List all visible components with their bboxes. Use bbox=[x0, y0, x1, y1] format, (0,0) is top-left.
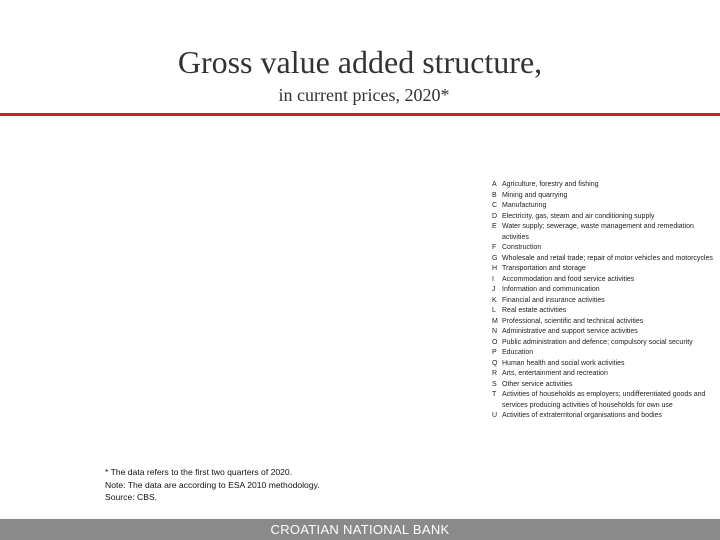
legend-item bbox=[492, 390, 718, 411]
legend-code: P bbox=[492, 349, 497, 356]
legend-code: H bbox=[492, 265, 498, 272]
legend-code: O bbox=[492, 338, 498, 346]
legend-label: Professional, scientific and technical activities bbox=[502, 317, 644, 325]
legend-code: K bbox=[492, 296, 497, 304]
legend-code: S bbox=[492, 380, 497, 388]
legend-item bbox=[492, 380, 718, 391]
legend-item bbox=[492, 317, 718, 328]
legend-label: Mining and quarrying bbox=[502, 191, 568, 199]
legend-code: C bbox=[492, 202, 498, 209]
legend-code: D bbox=[492, 212, 498, 220]
legend-label: Financial and insurance activities bbox=[502, 296, 605, 304]
legend-code: G bbox=[492, 254, 498, 262]
legend-code: F bbox=[492, 244, 497, 251]
legend-label: Real estate activities bbox=[502, 307, 567, 314]
legend-item bbox=[492, 212, 718, 223]
legend-item bbox=[492, 327, 718, 338]
legend-item bbox=[492, 359, 718, 370]
legend-item bbox=[492, 296, 718, 307]
legend-code: R bbox=[492, 370, 498, 377]
sector-legend bbox=[492, 180, 718, 422]
legend-code: Q bbox=[492, 359, 498, 367]
legend-label: Other service activities bbox=[502, 380, 573, 388]
legend-item bbox=[492, 254, 718, 265]
legend-label: Education bbox=[502, 349, 534, 356]
footnotes bbox=[105, 466, 505, 504]
legend-item bbox=[492, 191, 718, 202]
footer-brand: CROATIAN NATIONAL BANK bbox=[270, 522, 450, 537]
legend-item bbox=[492, 306, 718, 317]
legend-label: Construction bbox=[502, 244, 542, 251]
legend-code: I bbox=[492, 275, 494, 283]
legend-label: Manufacturing bbox=[502, 202, 547, 209]
page-subtitle: in current prices, 2020* bbox=[278, 85, 450, 105]
legend-item bbox=[492, 275, 718, 286]
legend-item bbox=[492, 180, 718, 191]
legend-label: Accommodation and food service activities bbox=[502, 275, 635, 283]
legend-label: Activities of households as employers; undifferentiated goods and services producing activities of households for own use bbox=[502, 391, 706, 409]
legend-label: Electricity, gas, steam and air conditioning supply bbox=[502, 212, 655, 220]
legend-label: Wholesale and retail trade; repair of motor vehicles and motorcycles bbox=[502, 254, 713, 262]
legend-code: E bbox=[492, 223, 497, 230]
legend-item bbox=[492, 338, 718, 349]
legend-label: Agriculture, forestry and fishing bbox=[502, 181, 599, 188]
legend-item bbox=[492, 285, 718, 296]
legend-code: L bbox=[492, 307, 496, 314]
legend-code: M bbox=[492, 317, 498, 325]
legend-label: Water supply; sewerage, waste management and remediation activities bbox=[502, 223, 694, 241]
legend-item bbox=[492, 369, 718, 380]
legend-label: Public administration and defence; compulsory social security bbox=[502, 338, 693, 346]
legend-code: T bbox=[492, 391, 497, 398]
legend-item bbox=[492, 348, 718, 359]
legend-label: Transportation and storage bbox=[502, 265, 586, 272]
legend-code: B bbox=[492, 191, 497, 199]
legend-item bbox=[492, 411, 718, 422]
legend-item bbox=[492, 264, 718, 275]
title-divider bbox=[0, 113, 720, 116]
footnote-data-period: * The data refers to the first two quarters of 2020. bbox=[105, 467, 293, 477]
legend-item bbox=[492, 222, 718, 243]
page-title: Gross value added structure, bbox=[177, 44, 543, 80]
footnote-methodology: Note: The data are according to ESA 2010 methodology. bbox=[105, 479, 320, 490]
legend-label: Arts, entertainment and recreation bbox=[502, 370, 608, 377]
legend-label: Information and communication bbox=[502, 286, 600, 293]
legend-label: Administrative and support service activities bbox=[502, 328, 638, 335]
legend-code: A bbox=[492, 181, 497, 188]
footer-bar bbox=[0, 519, 720, 540]
legend-code: N bbox=[492, 328, 498, 335]
legend-item bbox=[492, 243, 718, 254]
legend-label: Human health and social work activities bbox=[502, 359, 625, 367]
legend-label: Activities of extraterritorial organisations and bodies bbox=[502, 412, 662, 419]
legend-code: J bbox=[492, 286, 496, 293]
footnote-source: Source: CBS. bbox=[105, 492, 158, 502]
legend-item bbox=[492, 201, 718, 212]
legend-code: U bbox=[492, 412, 498, 419]
